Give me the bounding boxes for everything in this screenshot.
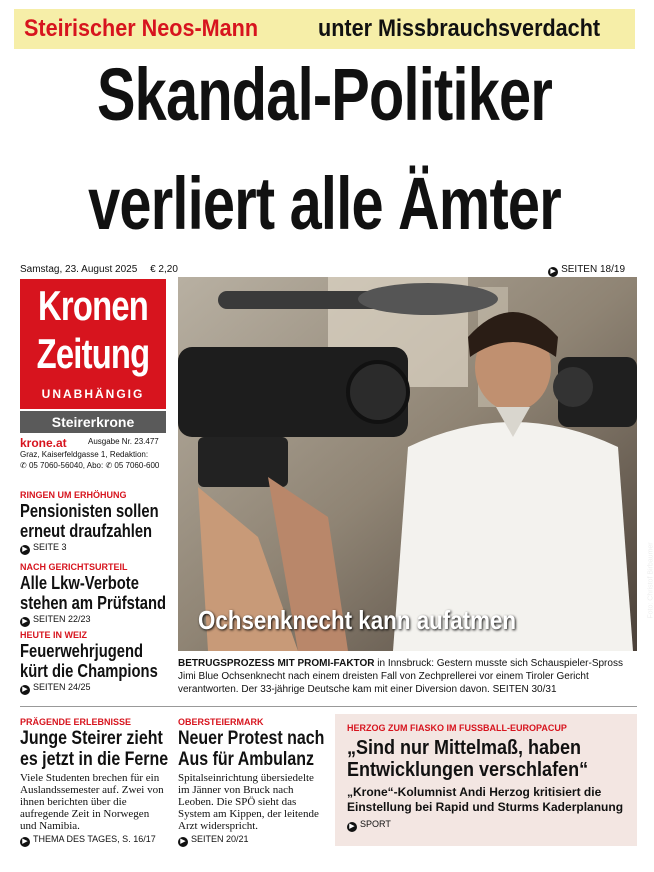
teaser-headline-line-2: Aus für Ambulanz: [178, 749, 314, 770]
teaser-headline-line-2: stehen am Prüfstand: [20, 593, 166, 613]
teaser-kicker: OBERSTEIERMARK: [178, 717, 264, 727]
headline-page-ref-text: SEITEN 18/19: [561, 264, 625, 275]
teaser-page-ref: [178, 832, 328, 847]
arrow-icon: ▶: [548, 267, 558, 277]
sidebar-teaser[interactable]: [20, 629, 170, 695]
top-kicker-red: Steirischer Neos-Mann: [24, 15, 259, 42]
teaser-kicker: HERZOG ZUM FIASKO IM FUSSBALL-EUROPACUP: [347, 723, 567, 733]
photo-credit: Foto: Christof Birbaumer: [647, 542, 654, 619]
arrow-icon: ▶: [20, 545, 30, 555]
teaser-quote-line-2: Entwicklungen verschlafen“: [347, 759, 589, 781]
lead-page-ref: SEITEN 30/31: [492, 684, 557, 695]
teaser-page-ref-text: SEITEN 24/25: [33, 682, 91, 692]
teaser-body: Viele Studenten brechen für ein Auslandssemester auf. Zwei von ihnen berichten über die aufregende Zeit in Norwegen und Namibia.: [20, 772, 164, 832]
phone-abo: 05 7060-600: [114, 461, 160, 470]
phone-icon: ✆: [20, 461, 27, 470]
bottom-teaser-left[interactable]: [20, 716, 168, 847]
logo-line-1: Kronen: [38, 282, 148, 329]
teaser-headline-line-1: Junge Steirer zieht: [20, 728, 163, 749]
teaser-page-ref: [347, 817, 625, 832]
sidebar-teaser[interactable]: [20, 561, 170, 627]
logo-line-2: Zeitung: [36, 330, 150, 377]
teaser-page-ref-text: SEITEN 22/23: [33, 614, 91, 624]
arrow-icon: ▶: [20, 617, 30, 627]
teaser-headline-line-2: es jetzt in die Ferne: [20, 749, 169, 770]
lead-kicker: BETRUGSPROZESS MIT PROMI-FAKTOR: [178, 658, 375, 669]
arrow-icon: ▶: [347, 822, 357, 832]
teaser-headline-line-2: kürt die Champions: [20, 661, 158, 681]
teaser-page-ref-text: SEITEN 20/21: [191, 834, 249, 844]
arrow-icon: ▶: [20, 685, 30, 695]
photo-illustration: [178, 277, 637, 651]
teaser-headline-line-1: Alle Lkw-Verbote: [20, 573, 139, 593]
top-kicker-black: unter Missbrauchsverdacht: [318, 15, 601, 42]
section-divider: [20, 706, 637, 707]
kronen-zeitung-logo: [20, 279, 166, 409]
teaser-subline: „Krone“-Kolumnist Andi Herzog kritisiert die Einstellung bei Rapid und Sturms Kaderplanung: [347, 785, 624, 814]
teaser-kicker: PRÄGENDE ERLEBNISSE: [20, 717, 132, 727]
phone-line: [20, 460, 170, 471]
teaser-page-ref: [20, 541, 170, 555]
top-kicker-bar: [14, 9, 635, 49]
teaser-page-ref-text: THEMA DES TAGES, S. 16/17: [33, 834, 156, 844]
main-headline-line-2: verliert alle Ämter: [88, 162, 561, 245]
arrow-icon: ▶: [20, 837, 30, 847]
photo-caption: Ochsenknecht kann aufatmen: [198, 605, 517, 635]
lead-paragraph: [178, 657, 637, 696]
dateline: [20, 264, 178, 275]
phone-editorial: 05 7060-56040, Abo:: [28, 461, 104, 470]
teaser-kicker: HEUTE IN WEIZ: [20, 630, 87, 640]
phone-icon: ✆: [105, 461, 113, 470]
main-photo[interactable]: [178, 277, 654, 651]
teaser-kicker: RINGEN UM ERHÖHUNG: [20, 490, 127, 500]
teaser-page-ref: [20, 681, 170, 695]
main-headline-line-1: Skandal-Politiker: [96, 53, 553, 136]
issue-price: € 2,20: [150, 264, 178, 275]
bottom-teaser-middle[interactable]: [178, 716, 328, 847]
sport-teaser-box[interactable]: [335, 714, 637, 846]
issue-date: Samstag, 23. August 2025: [20, 264, 138, 275]
headline-page-ref: [548, 264, 625, 277]
teaser-page-ref: [20, 832, 168, 847]
teaser-body: Spitalseinrichtung übersiedelte im Jänner von Bruck nach Leoben. Die SPÖ sieht das System am Kippen, der leitende Arzt widerspricht.: [178, 772, 319, 832]
teaser-kicker: NACH GERICHTSURTEIL: [20, 562, 128, 572]
teaser-quote-line-1: „Sind nur Mittelmaß, haben: [347, 737, 582, 759]
issue-number: Ausgabe Nr. 23.477: [88, 437, 159, 446]
logo-tagline: UNABHÄNGIG: [41, 387, 145, 401]
teaser-headline-line-1: Neuer Protest nach: [178, 728, 325, 749]
regional-edition-label: Steirerkrone: [20, 411, 166, 433]
website-link[interactable]: krone.at: [20, 436, 67, 450]
arrow-icon: ▶: [178, 837, 188, 847]
teaser-page-ref-text: SEITE 3: [33, 542, 67, 552]
teaser-page-ref: [20, 613, 170, 627]
teaser-headline-line-1: Feuerwehrjugend: [20, 641, 144, 661]
teaser-page-ref-text: SPORT: [360, 819, 391, 829]
lead-text: in Innsbruck: Gestern musste sich Schauspieler-Spross Jimi Blue Ochsenknecht nach einem dreisten Fall von Zechprellerei vor einem Tiroler Gericht verantworten. Der 33-jährige Deutsche kam mit einer Diversion davon.: [178, 658, 623, 695]
address-line: Graz, Kaiserfeldgasse 1, Redaktion:: [20, 450, 149, 459]
sidebar-teaser[interactable]: [20, 489, 170, 555]
teaser-headline-line-1: Pensionisten sollen: [20, 501, 159, 521]
editorial-address: [20, 449, 170, 471]
teaser-headline-line-2: erneut draufzahlen: [20, 521, 153, 541]
